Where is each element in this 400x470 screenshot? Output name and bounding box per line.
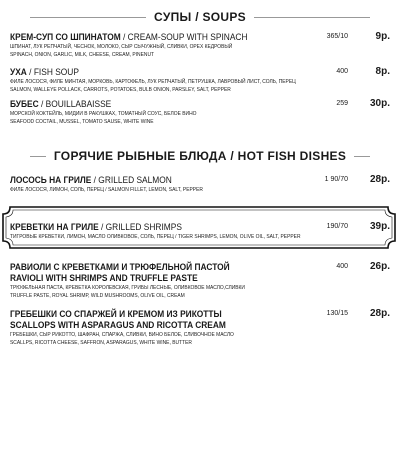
item-description: ФИЛЕ ЛОСОСЯ, ЛИМОН, СОЛЬ, ПЕРЕЦ / SALMON FILLET, LEMON, SALT, PEPPER [10,187,203,193]
item-name-ru: КРЕМ-СУП СО ШПИНАТОМ [10,32,121,42]
item-price: 26р. [369,261,390,272]
section-header-soups [0,10,400,24]
item-description-ru: ШПИНАТ, ЛУК РЕПЧАТЫЙ, ЧЕСНОК, МОЛОКО, СЫР СЫЧУЖНЫЙ, СЛИВКИ, ОРЕХ КЕДРОВЫЙ [10,44,233,50]
item-description-en: SPINACH, ONION, GARLIC, MILK, CHEESE, CREAM, PINENUT [10,52,155,58]
item-name [10,98,111,110]
divider [30,17,146,18]
item-weight: 365/10 [326,33,348,40]
item-name [10,66,79,78]
item-description-en: TRUFFLE PASTE, ROYAL SHRIMP, WILD MUSHROOMS, OLIVE OIL, CREAM [10,293,185,299]
divider [30,156,46,157]
item-name-ru: УХА [10,67,27,77]
menu-item-bouillabaisse [10,98,390,126]
item-weight: 259 [336,100,348,107]
item-name-en: / FISH SOUP [26,67,79,77]
item-name-ru: ЛОСОСЬ НА ГРИЛЕ [10,175,92,185]
item-description-ru: ФИЛЕ ЛОСОСЯ, ФИЛЕ МИНТАЯ, МОРКОВЬ, КАРТОФЕЛЬ, ЛУК РЕПЧАТЫЙ, ПЕТРУШКА, ЛАВРОВЫЙ ЛИСТ, СОЛЬ, ПЕРЕЦ [10,79,296,85]
item-name [10,31,248,43]
item-name-ru [10,261,230,273]
item-name-en: / GRILLED SALMON [91,175,172,185]
item-price: 28р. [369,308,390,319]
item-description-en: SEAFOOD COCTAIL, MUSSEL, TOMATO SAUSE, WHITE WINE [10,119,154,125]
item-weight: 190/70 [326,223,348,230]
section-title: ГОРЯЧИЕ РЫБНЫЕ БЛЮДА / HOT FISH DISHES [53,149,347,163]
menu-item-grilled-salmon [10,174,390,194]
item-name [10,174,172,186]
item-price: 8р. [375,66,390,77]
menu-item-fish-soup [10,66,390,94]
item-weight: 130/15 [326,310,348,317]
item-name-ru-text: ГРЕБЕШКИ СО СПАРЖЕЙ И КРЕМОМ ИЗ РИКОТТЫ [10,309,222,319]
divider [254,17,370,18]
item-price: 39р. [369,221,390,232]
item-description-ru: ГРЕБЕШКИ, СЫР РИКОТТО, ШАФРАН, СПАРЖА, СЛИВКИ, ВИНО БЕЛОЕ, СЛИВОЧНОЕ МАСЛО [10,332,234,338]
menu-item-scallops [10,308,390,347]
menu-item-spinach-soup [10,31,390,59]
item-name-ru-text: РАВИОЛИ С КРЕВЕТКАМИ И ТРЮФЕЛЬНОЙ ПАСТОЙ [10,262,230,272]
item-name-en: SCALLOPS WITH ASPARAGUS AND RICOTTA CREAM [10,320,226,330]
item-price: 28р. [369,174,390,185]
item-weight: 400 [336,68,348,75]
divider [354,156,370,157]
item-name-en: RAVIOLI WITH SHRIMPS AND TRUFFLE PASTE [10,273,198,283]
section-header-hot-fish [0,149,400,163]
item-name [10,221,182,233]
item-description-ru: ТРЮФЕЛЬНАЯ ПАСТА, КРЕВЕТКА КОРОЛЕВСКАЯ, ГРИБЫ ЛЕСНЫЕ, ОЛИВКОВОЕ МАСЛО,СЛИВКИ [10,285,245,291]
item-name-ru [10,308,222,320]
item-name-en: / CREAM-SOUP WITH SPINACH [120,32,248,42]
item-name-ru: КРЕВЕТКИ НА ГРИЛЕ [10,222,99,232]
menu-item-ravioli [10,261,390,300]
item-description-en: SALMON, WALLEYE POLLACK, CARROTS, POTATOES, BULB ONION, PARSLEY, SALT, PEPPER [10,87,231,93]
menu-item-grilled-shrimps [10,221,390,241]
item-weight: 1 90/70 [324,176,348,183]
item-price: 9р. [375,31,390,42]
item-name-ru: БУБЕС [10,99,39,109]
item-price: 30р. [369,98,390,109]
item-name-en: / GRILLED SHRIMPS [98,222,182,232]
item-description-ru: МОРСКОЙ КОКТЕЙЛЬ, МИДИИ В РАКУШКАХ, ТОМАТНЫЙ СОУС, БЕЛОЕ ВИНО [10,111,197,117]
item-description: ТИГРОВЫЕ КРЕВЕТКИ, ЛИМОН, МАСЛО ОЛИВКОВОЕ, СОЛЬ, ПЕРЕЦ / TIGER SHRIMPS, LEMON, OLIVE OIL, SALT, PEPPER [10,234,301,240]
item-name-en: / BOUILLABAISSE [38,99,112,109]
section-title: СУПЫ / SOUPS [154,10,246,24]
item-description-en: SCALLPS, RICOTTA CHEESE, SAFFRON, ASPARAGUS, WHITE WINE, BUTTER [10,340,192,346]
item-weight: 400 [336,263,348,270]
